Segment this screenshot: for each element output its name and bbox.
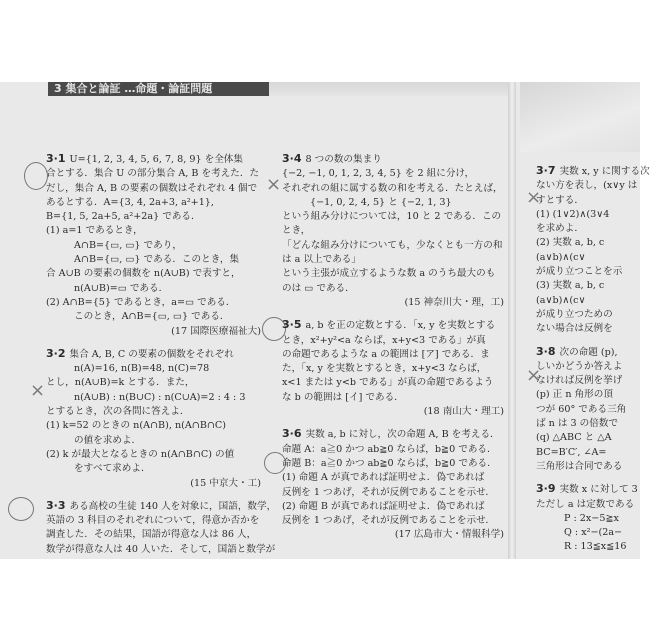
problem-line: 「どんな組み分けについても，少なくとも一方の和 <box>282 239 503 251</box>
right-column <box>536 164 650 563</box>
problem-line: 実数 x, y に関する次 <box>559 166 650 177</box>
problem-line: 実数 x に対して 3 <box>559 484 638 496</box>
problem-line: U={1, 2, 3, 4, 5, 6, 7, 8, 9} を全体集 <box>69 154 243 165</box>
problem-line: を求めよ． <box>536 223 584 235</box>
problem-line: P : 2x−5≧x <box>564 512 619 524</box>
problem-line: ない方を表し，(x∨y は <box>536 180 638 192</box>
problem-line: 次の命題 (p), <box>559 346 618 358</box>
problem-3-8 <box>536 345 640 475</box>
problem-3-3 <box>46 498 277 557</box>
problem-line: が成り立つことを示 <box>536 266 623 278</box>
hand-cross-mark: × <box>526 365 542 386</box>
problem-line: (1) k=52 のときの n(A∩B), n(A∩B∩C) <box>46 420 227 432</box>
problem-source: (15 神奈川大・理，工) <box>404 296 504 308</box>
right-page-shade <box>520 82 640 152</box>
problem-line: R : 13≦x≦16 <box>564 541 627 553</box>
problem-number: 3·4 <box>282 152 302 165</box>
hand-cross-mark: × <box>30 380 46 401</box>
problem-3-6 <box>282 427 504 542</box>
problem-number: 3·2 <box>46 346 66 360</box>
problem-line: 調査した．その結果，国語が得意な人は 86 人， <box>46 529 257 541</box>
problem-line: 命題 A：a≧0 かつ ab≧0 ならば，b≧0 である． <box>282 443 497 455</box>
problem-line: とするとき，次の各問に答えよ． <box>46 406 190 418</box>
problem-line: A∩B={▭, ▭} であり， <box>74 239 182 251</box>
problem-line: つが 60° である三角 <box>536 403 627 415</box>
hand-circle-mark <box>8 497 34 521</box>
problem-number: 3·6 <box>282 427 302 441</box>
problem-source: (15 中京大・工) <box>190 477 261 489</box>
problem-line: なければ反例を挙げ <box>536 375 623 387</box>
problem-line: x<1 または y<b である」が真の命題であるよう <box>282 377 494 389</box>
hand-cross-mark: × <box>266 174 282 195</box>
problem-line: このとき，A∩B={▭, ▭} である． <box>74 311 230 323</box>
header-shade <box>269 82 513 96</box>
problem-line: BC=B′C′, ∠A= <box>536 446 607 458</box>
problem-line: {−2, −1, 0, 1, 2, 3, 4, 5} を 2 組に分け， <box>282 168 475 180</box>
problem-line: だし，集合 A, B の要素の個数はそれぞれ 4 個で <box>46 182 258 194</box>
problem-number: 3·9 <box>536 482 556 496</box>
problem-line: 三角形は合同である <box>536 460 623 472</box>
problem-line: とし，n(A∪B)=k とする．また， <box>46 377 195 389</box>
problem-line: (1) (1∨2)∧(3∨4 <box>536 208 610 220</box>
problem-line: (a∨b)∧(c∨ <box>536 294 586 306</box>
chapter-header: 3 集合と論証 …命題・論証問題 <box>48 82 269 96</box>
problem-line: 英語の 3 科目のそれぞれについて，得意か否かを <box>46 515 260 527</box>
problem-number: 3·8 <box>536 344 556 358</box>
problem-line: それぞれの組に属する数の和を考える．たとえば， <box>282 182 503 194</box>
problem-line: は a 以上である」 <box>282 254 361 266</box>
problem-3-2 <box>46 347 261 491</box>
problem-line: しいかどうか答えよ <box>536 360 623 372</box>
problem-line: ただし a は定数である <box>536 498 635 510</box>
problem-line: (2) A∩B={5} であるとき，a=▭ である． <box>46 296 236 308</box>
problem-line: な b の範囲は [イ] である． <box>282 391 404 403</box>
problem-line: {−1, 0, 2, 4, 5} と {−2, 1, 3} <box>310 196 452 208</box>
problem-line: B={1, 5, 2a+5, a²+2a} である． <box>46 211 201 223</box>
problem-line: 反例を 1 つあげ，それが反例であることを示せ． <box>282 486 495 498</box>
textbook-page <box>0 82 650 559</box>
problem-number: 3·1 <box>46 152 66 165</box>
problem-line: の命題であるような a の範囲は [ア] である．ま <box>282 348 490 360</box>
problem-3-4 <box>282 152 504 310</box>
problem-line: のは ▭ である． <box>282 282 355 294</box>
problem-3-7 <box>536 164 650 337</box>
page-gutter <box>508 82 516 559</box>
problem-line: (2) 命題 B が真であれば証明せよ．偽であれば <box>282 500 485 512</box>
problem-line: をすべて求めよ． <box>74 463 151 475</box>
problem-line: (1) a=1 であるとき， <box>46 225 143 237</box>
problem-line: (q) △ABC と △A <box>536 432 612 444</box>
problem-line: 合 A∪B の要素の個数を n(A∪B) で表すと， <box>46 268 241 280</box>
problem-line: n(A)=16, n(B)=48, n(C)=78 <box>74 363 210 375</box>
problem-line: とき， <box>282 225 311 237</box>
problem-number: 3·7 <box>536 164 556 177</box>
left-column <box>46 152 277 565</box>
problem-3-1 <box>46 152 261 339</box>
problem-line: (1) 命題 A が真であれば証明せよ．偽であれば <box>282 472 485 484</box>
problem-line: (p) 正 n 角形の頂 <box>536 389 613 401</box>
problem-line: (3) 実数 a, b, c <box>536 280 605 292</box>
problem-line: (2) k が最大となるときの n(A∩B∩C) の値 <box>46 448 235 460</box>
problem-number: 3·5 <box>282 318 302 332</box>
problem-line: n(A∪B) : n(B∪C) : n(C∪A)=2 : 4 : 3 <box>74 391 246 403</box>
problem-line: 合とする．集合 U の部分集合 A, B を考えた．た <box>46 168 260 180</box>
problem-source: (17 国際医療福祉大) <box>171 325 261 337</box>
problem-line: n(A∪B)=▭ である． <box>74 282 169 294</box>
problem-line: という主張が成立するような数 a のうち最大のも <box>282 268 496 280</box>
problem-3-9 <box>536 482 640 554</box>
problem-3-5 <box>282 318 504 419</box>
problem-line: た，「x, y を実数とするとき，x+y<3 ならば， <box>282 363 487 375</box>
problem-line: 8 つの数の集まり <box>305 154 382 165</box>
problem-source: (18 南山大・理工) <box>423 406 504 418</box>
problem-line: ある高校の生徒 140 人を対象に，国語，数学， <box>69 500 277 512</box>
problem-line: 実数 a, b に対し，次の命題 A, B を考える． <box>305 429 500 441</box>
problem-number: 3·3 <box>46 498 66 512</box>
problem-line: 反例を 1 つあげ，それが反例であることを示せ． <box>282 515 495 527</box>
problem-line: Q : x²−(2a− <box>564 527 623 539</box>
problem-line: A∩B={▭, ▭} である．このとき，集 <box>74 254 240 266</box>
problem-line: という組み分けについては，10 と 2 である．この <box>282 211 502 223</box>
hand-cross-mark: × <box>526 187 542 208</box>
problem-line: (a∨b)∧(c∨ <box>536 251 586 263</box>
problem-line: (2) 実数 a, b, c <box>536 237 605 249</box>
hand-circle-mark <box>24 162 48 190</box>
middle-column <box>282 152 504 551</box>
problem-line: とき，x²+y²<a ならば，x+y<3 である」が真 <box>282 334 486 346</box>
problem-line: すとする． <box>536 194 584 206</box>
problem-line: の値を求めよ． <box>74 434 142 446</box>
problem-line: 数学が得意な人は 40 人いた．そして，国語と数学が <box>46 543 276 555</box>
problem-line: 命題 B：a≧0 かつ ab≧0 ならば，b≧0 である． <box>282 457 497 469</box>
problem-line: あるとする．A={3, 4, 2a+3, a²+1}, <box>46 196 214 208</box>
problem-line: ば n は 3 の倍数で <box>536 418 619 430</box>
problem-line: が成り立つための <box>536 308 613 320</box>
problem-line: 集合 A, B, C の要素の個数をそれぞれ <box>69 348 234 360</box>
problem-line: ない場合は反例を <box>536 323 613 335</box>
problem-line: a, b を正の定数とする．「x, y を実数とする <box>305 320 496 332</box>
problem-source: (17 広島市大・情報科学) <box>394 529 504 541</box>
